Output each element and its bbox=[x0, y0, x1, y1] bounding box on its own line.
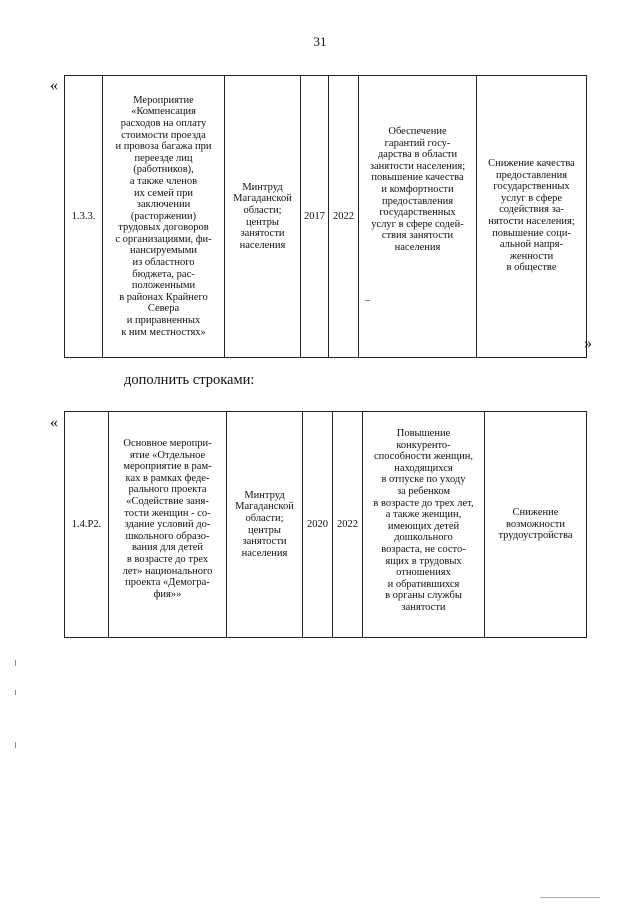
scan-mark bbox=[15, 742, 16, 748]
scan-mark bbox=[15, 690, 16, 695]
start-year-cell: 2017 bbox=[301, 76, 329, 358]
table-row-1-3-3 bbox=[64, 75, 587, 358]
closing-quote-1: » bbox=[584, 335, 592, 352]
add-rows-instruction: дополнить строками: bbox=[124, 372, 255, 388]
table-row bbox=[65, 412, 587, 638]
event-cell: Мероприятие «Компенсация расходов на оплату стоимости проезда и провоза багажа при переезде лиц (работников), а также членов их семей при заключении (расторжении) трудовых договоров с организациями, фи- нансируемыми из областного бюджета, рас- положенными в районах Крайнего Севера и приравненных к ним местностях» bbox=[103, 76, 225, 358]
table-row-1-4-p2 bbox=[64, 411, 587, 638]
row-number: 1.3.3. bbox=[65, 76, 103, 358]
result-cell bbox=[359, 76, 477, 358]
end-year-cell: 2022 bbox=[333, 412, 363, 638]
end-year-cell: 2022 bbox=[329, 76, 359, 358]
scan-mark bbox=[540, 897, 600, 898]
result-cell: Повышение конкуренто- способности женщин, находящихся в отпуске по уходу за ребенком в возрасте до трех лет, а также женщин, имеющих детей дошкольного возраста, не состо- ящих в трудовых отношениях и обратившихся в органы службы занятости bbox=[363, 412, 485, 638]
opening-quote-1: « bbox=[50, 77, 58, 94]
opening-quote-2: « bbox=[50, 414, 58, 431]
executor-cell: Минтруд Магаданской области; центры занятости населения bbox=[227, 412, 303, 638]
executor-cell: Минтруд Магаданской области; центры занятости населения bbox=[225, 76, 301, 358]
scan-mark bbox=[15, 660, 16, 666]
page-number: 31 bbox=[313, 34, 327, 49]
start-year-cell: 2020 bbox=[303, 412, 333, 638]
table-row bbox=[65, 76, 587, 358]
result-dash: – bbox=[365, 295, 371, 307]
consequence-cell: Снижение возможности трудоустройства bbox=[485, 412, 587, 638]
event-cell: Основное меропри- ятие «Отдельное мероприятие в рам- ках в рамках феде- рального проекта «Содействие заня- тости женщин - со- здание условий до- школьного образо- вания для детей в возрасте до трех лет» национального проекта «Демогра- фия»» bbox=[109, 412, 227, 638]
result-text: Обеспечение гарантий госу- дарства в области занятости населения; повышение качества и комфортности предоставления государственных услуг в сфере содей- ствия занятости населения bbox=[369, 125, 466, 253]
row-number: 1.4.Р2. bbox=[65, 412, 109, 638]
consequence-cell: Снижение качества предоставления государственных услуг в сфере содействия за- нятости населения; повышение соци- альной напря- женности в обществе bbox=[477, 76, 587, 358]
